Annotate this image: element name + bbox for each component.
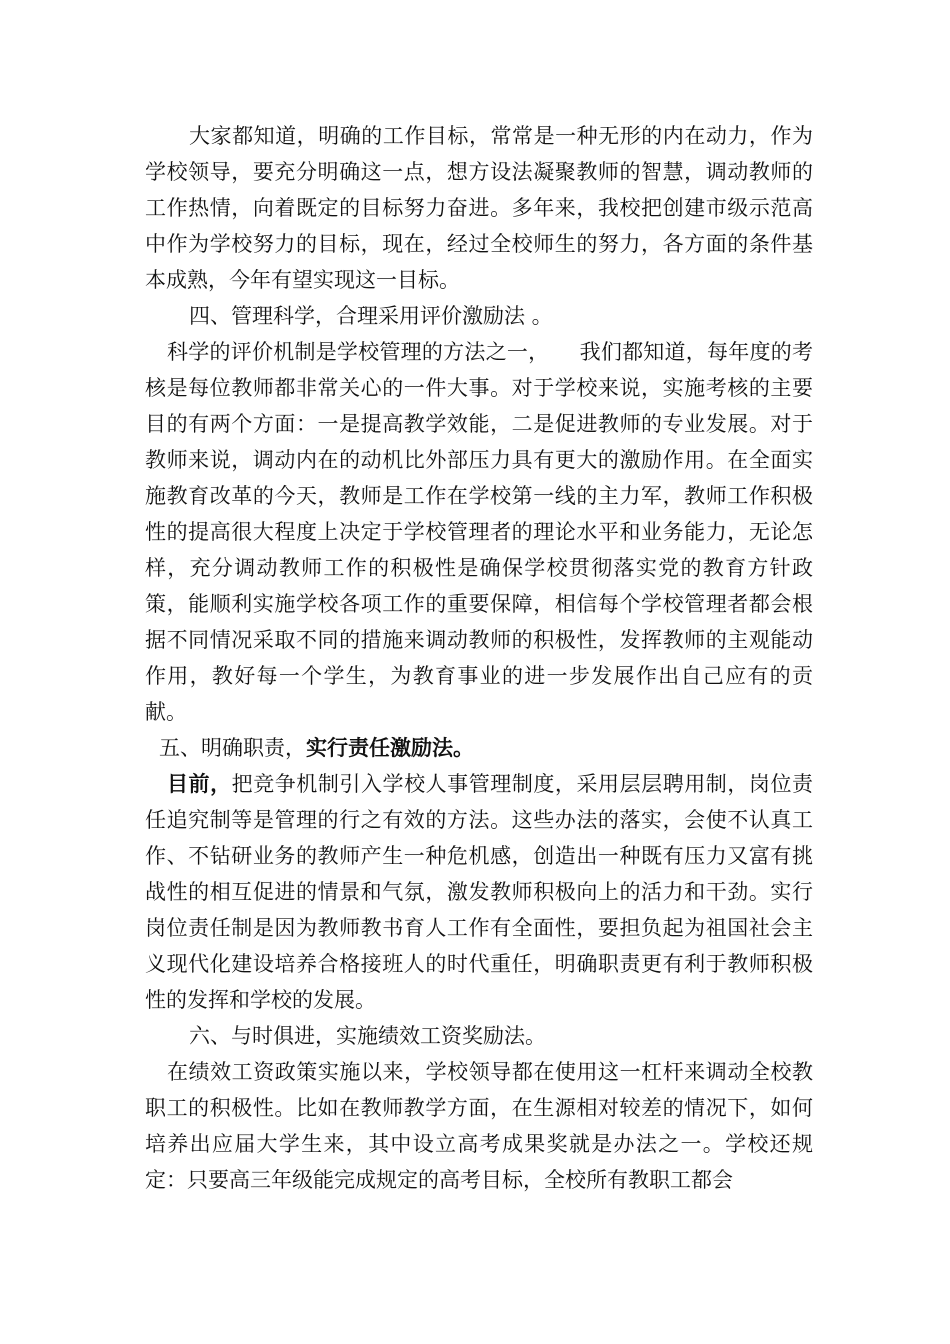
paragraph-goal-motivation: 大家都知道，明确的工作目标，常常是一种无形的内在动力，作为学校领导，要充分明确这一点，想方设法凝聚教师的智慧，调动教师的工作热情，向着既定的目标努力奋进。多年来，我校把创建市级示范高中作为学校努力的目标，现在，经过全校师生的努力，各方面的条件基本成熟，今年有望实现这一目标。: [145, 124, 813, 292]
paragraph-evaluation-body: 我们都知道，每年度的考核是每位教师都非常关心的一件大事。对于学校来说，实施考核的主要目的有两个方面：一是提高教学效能，二是促进教师的专业发展。对于教师来说，调动内在的动机比外部压力具有更大的激励作用。在全面实施教育改革的今天，教师是工作在学校第一线的主力军，教师工作积极性的提高很大程度上决定于学校管理者的理论水平和业务能力，无论怎样，充分调动教师工作的积极性是确保学校贯彻落实党的教育方针政策，能顺利实施学校各项工作的重要保障，相信每个学校管理者都会根据不同情况采取不同的措施来调动教师的积极性，发挥教师的主观能动作用，教好每一个学生，为教育事业的进一步发展作出自己应有的贡献。: [145, 340, 813, 724]
section-heading-five-lead: 五、明确职责，: [159, 736, 306, 760]
paragraph-evaluation-lead: 科学的评价机制是学校管理的方法之一，: [167, 340, 550, 364]
section-heading-five-bold: 实行责任激励法。: [306, 735, 474, 760]
document-page: [145, 118, 813, 1198]
paragraph-responsibility: [145, 766, 813, 1018]
section-heading-six: 六、与时俱进，实施绩效工资奖励法。: [189, 1024, 546, 1048]
paragraph-performance-pay: 在绩效工资政策实施以来，学校领导都在使用这一杠杆来调动全校教职工的积极性。比如在教师教学方面，在生源相对较差的情况下，如何培养出应届大学生来，其中设立高考成果奖就是办法之一。学校还规定：只要高三年级能完成规定的高考目标，全校所有教职工都会: [145, 1060, 813, 1192]
section-heading-five: [145, 730, 813, 766]
paragraph-responsibility-body: 把竞争机制引入学校人事管理制度，采用层层聘用制，岗位责任追究制等是管理的行之有效的方法。这些办法的落实，会使不认真工作、不钻研业务的教师产生一种危机感，创造出一种既有压力又富有挑战性的相互促进的情景和气氛，激发教师积极向上的活力和干劲。实行岗位责任制是因为教师教书育人工作有全面性，要担负起为祖国社会主义现代化建设培养合格接班人的时代重任，明确职责更有利于教师积极性的发挥和学校的发展。: [145, 772, 813, 1012]
paragraph-responsibility-lead: 目前，: [167, 771, 232, 796]
section-heading-four: 四、管理科学，合理采用评价激励法 。: [189, 304, 553, 328]
paragraph-evaluation: [145, 334, 813, 730]
